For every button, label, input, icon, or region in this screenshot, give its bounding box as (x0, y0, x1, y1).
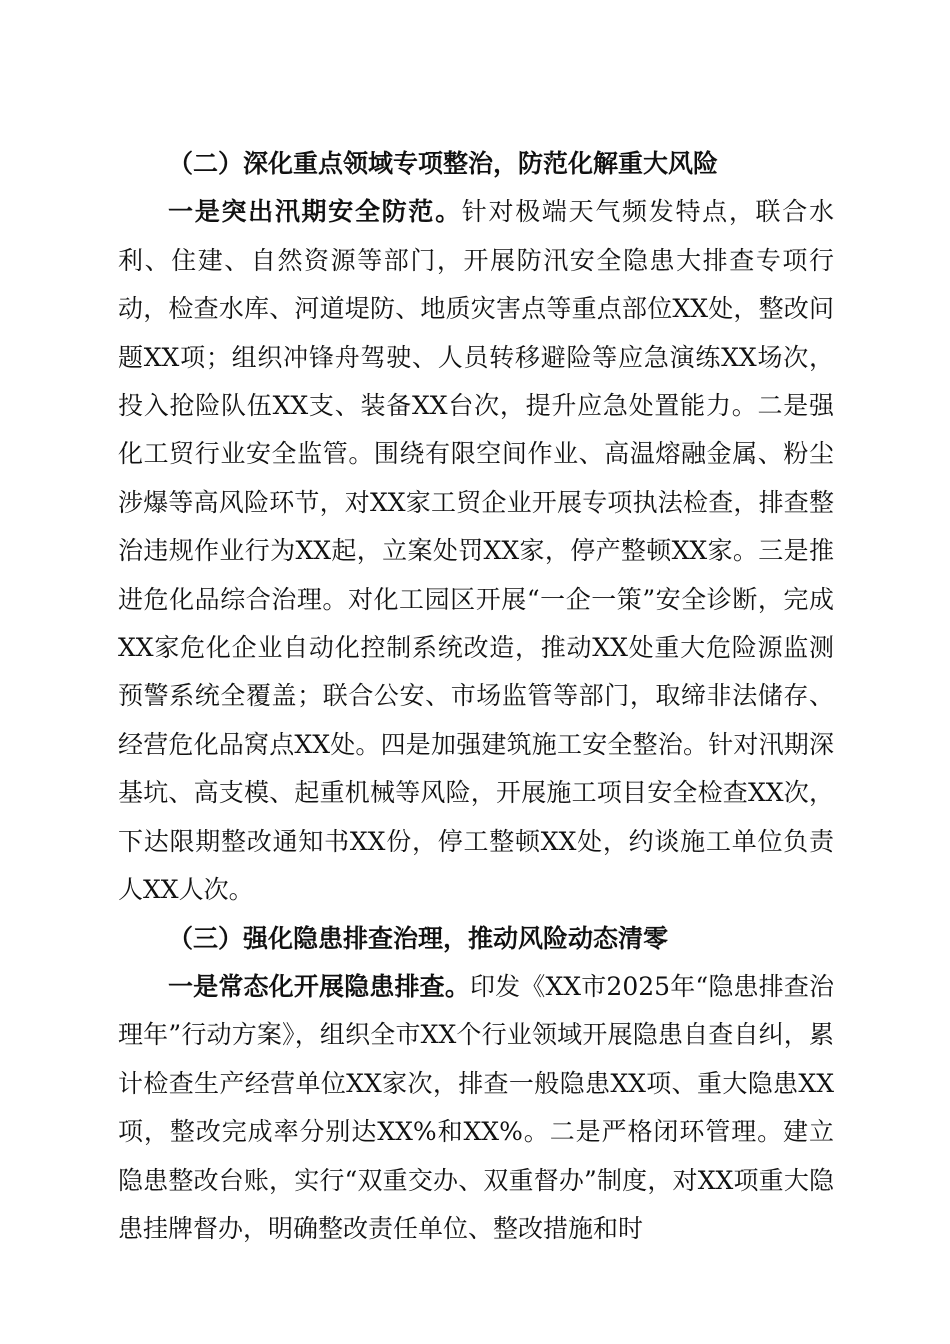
section-2-body-text: 针对极端天气频发特点，联合水利、住建、自然资源等部门，开展防汛安全隐患大排查专项行动，检查水库、河道堤防、地质灾害点等重点部位XX处，整改问题XX项；组织冲锋舟驾驶、人员转移避险等应急演练XX场次，投入抢险队伍XX支、装备XX台次，提升应急处置能力。二是强化工贸行业安全监管。围绕有限空间作业、高温熔融金属、粉尘涉爆等高风险环节，对XX家工贸企业开展专项执法检查，排查整治违规作业行为XX起，立案处罚XX家，停产整顿XX家。三是推进危化品综合治理。对化工园区开展“一企一策”安全诊断，完成XX家危化企业自动化控制系统改造，推动XX处重大危险源监测预警系统全覆盖；联合公安、市场监管等部门，取缔非法储存、经营危化品窝点XX处。四是加强建筑施工安全整治。针对汛期深基坑、高支模、起重机械等风险，开展施工项目安全检查XX次，下达限期整改通知书XX份，停工整顿XX处，约谈施工单位负责人XX人次。 (118, 197, 834, 905)
section-2-lead-sentence: 一是突出汛期安全防范。 (168, 197, 462, 227)
section-heading-3: （三）强化隐患排查治理，推动风险动态清零 (168, 923, 669, 953)
document-body (118, 140, 834, 1253)
section-heading-2: （二）深化重点领域专项整治，防范化解重大风险 (168, 149, 719, 178)
section-3-lead-sentence: 一是常态化开展隐患排查。 (168, 971, 470, 1001)
section-3-body-text: 印发《XX市2025年“隐患排查治理年”行动方案》，组织全市XX个行业领域开展隐患自查自纠，累计检查生产经营单位XX家次，排查一般隐患XX项、重大隐患XX项，整改完成率分别达XX%和XX%。二是严格闭环管理。建立隐患整改台账，实行“双重交办、双重督办”制度，对XX项重大隐患挂牌督办，明确整改责任单位、整改措施和时 (118, 971, 834, 1243)
section-2-paragraph (118, 188, 834, 914)
section-3-paragraph (118, 963, 834, 1253)
